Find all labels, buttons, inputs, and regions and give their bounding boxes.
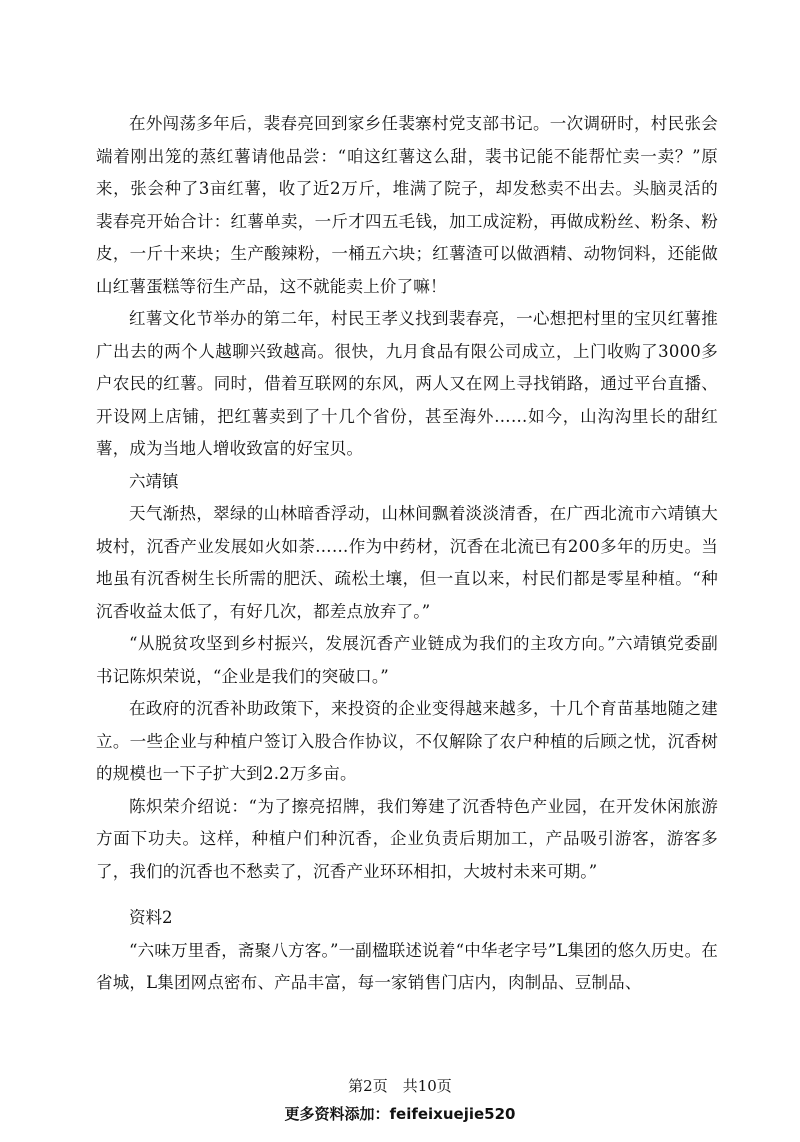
page-number: 第2页 共10页	[348, 1077, 452, 1095]
section-gap	[96, 888, 718, 902]
paragraph: “从脱贫攻坚到乡村振兴，发展沉香产业链成为我们的主攻方向。”六靖镇党委副书记陈炽荣说，“企业是我们的突破口。”	[96, 634, 718, 686]
paragraph: “六味万里香，斋聚八方客。”一副楹联述说着“中华老字号”L集团的悠久历史。在省城，L集团网点密布、产品丰富，每一家销售门店内，肉制品、豆制品、	[96, 940, 718, 992]
material-heading: 资料2	[129, 908, 173, 927]
document-body	[96, 108, 718, 1000]
paragraph: 天气渐热，翠绿的山林暗香浮动，山林间飘着淡淡清香，在广西北流市六靖镇大坡村，沉香产业发展如火如荼……作为中药材，沉香在北流已有200多年的历史。当地虽有沉香树生长所需的肥沃、疏松土壤，但一直以来，村民们都是零星种植。“种沉香收益太低了，有好几次，都差点放弃了。”	[96, 504, 718, 621]
paragraph: 陈炽荣介绍说：“为了擦亮招牌，我们筹建了沉香特色产业园，在开发休闲旅游方面下功夫。这样，种植户们种沉香，企业负责后期加工，产品吸引游客，游客多了，我们的沉香也不愁卖了，沉香产业环环相扣，大坡村未来可期。”	[96, 796, 718, 881]
footer-note: 更多资料添加：feifeixuejie520	[284, 1105, 516, 1123]
paragraph: 红薯文化节举办的第二年，村民王孝义找到裴春亮，一心想把村里的宝贝红薯推广出去的两个人越聊兴致越高。很快，九月食品有限公司成立，上门收购了3000多户农民的红薯。同时，借着互联网的东风，两人又在网上寻找销路，通过平台直播、开设网上店铺，把红薯卖到了十几个省份，甚至海外……如今，山沟沟里长的甜红薯，成为当地人增收致富的好宝贝。	[96, 309, 718, 458]
paragraph: 在外闯荡多年后，裴春亮回到家乡任裴寨村党支部书记。一次调研时，村民张会端着刚出笼的蒸红薯请他品尝：“咱这红薯这么甜，裴书记能不能帮忙卖一卖？”原来，张会种了3亩红薯，收了近2万斤，堆满了院子，却发愁卖不出去。头脑灵活的裴春亮开始合计：红薯单卖，一斤才四五毛钱，加工成淀粉，再做成粉丝、粉条、粉皮，一斤十来块；生产酸辣粉，一桶五六块；红薯渣可以做酒精、动物饲料，还能做山红薯蛋糕等衍生产品，这不就能卖上价了嘛！	[96, 114, 718, 296]
section-heading: 六靖镇	[129, 471, 179, 491]
paragraph: 在政府的沉香补助政策下，来投资的企业变得越来越多，十几个育苗基地随之建立。一些企业与种植户签订入股合作协议，不仅解除了农户种植的后顾之忧，沉香树的规模也一下子扩大到2.2万多亩。	[96, 699, 718, 783]
